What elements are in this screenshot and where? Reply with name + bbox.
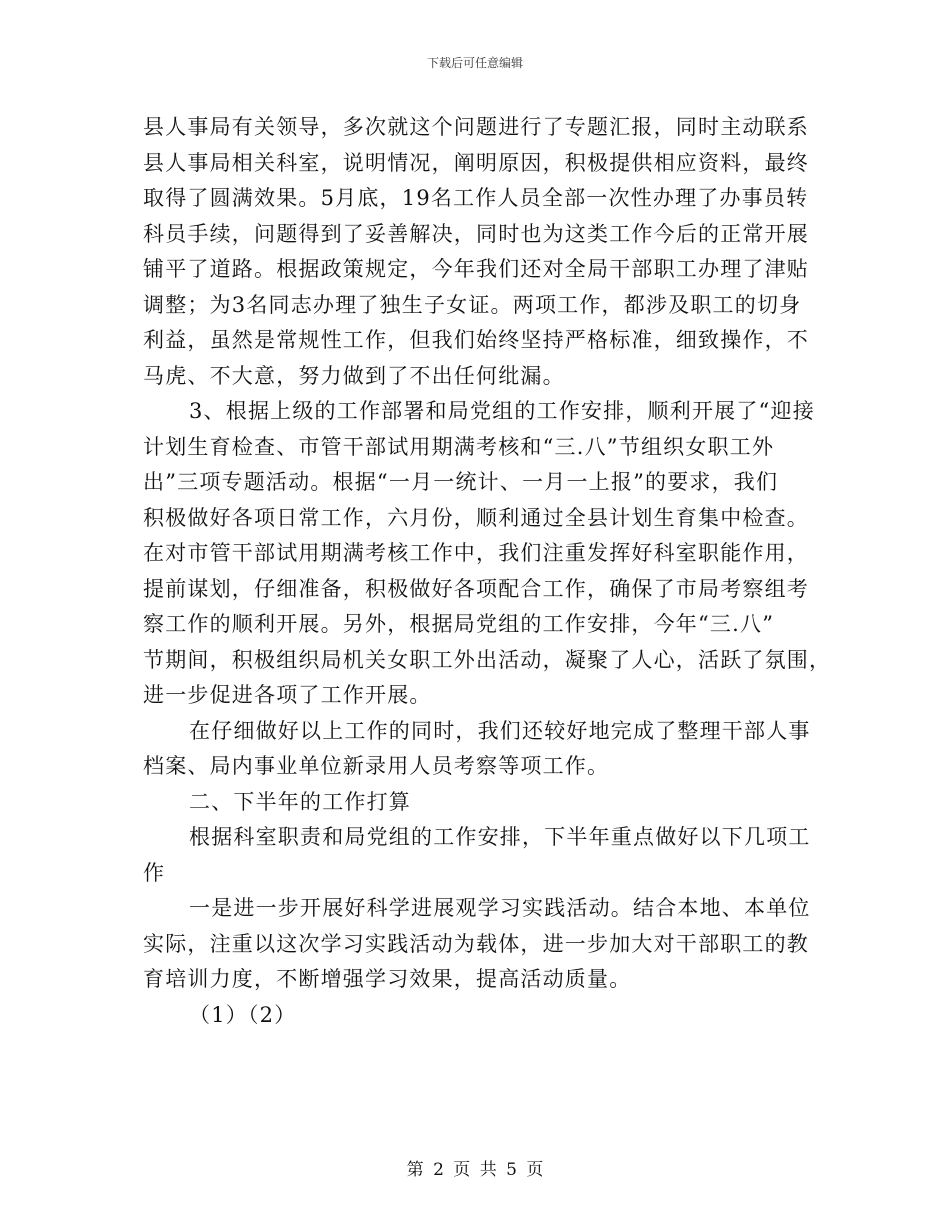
- text-line: 积极做好各项日常工作，六月份，顺利通过全县计划生育集中检查。: [143, 506, 809, 530]
- text-line: 根据科室职责和局党组的工作安排，下半年重点做好以下几项工: [189, 825, 811, 849]
- text-line: 取得了圆满效果。5月底，19名工作人员全部一次性办理了办事员转: [143, 186, 809, 210]
- page-header: 下载后可任意编辑: [426, 56, 523, 70]
- text-line: 察工作的顺利开展。另外，根据局党组的工作安排，今年“三.八”: [143, 612, 775, 636]
- text-line: 科员手续，问题得到了妥善解决，同时也为这类工作今后的正常开展: [143, 222, 809, 246]
- text-line: 计划生育检查、市管干部试用期满考核和“三.八”节组织女职工外: [143, 435, 775, 459]
- text-line: 进一步促进各项了工作开展。: [143, 683, 432, 707]
- page-footer: 第 2 页 共 5 页: [406, 1160, 544, 1180]
- text-line: 铺平了道路。根据政策规定，今年我们还对全局干部职工办理了津贴: [143, 257, 809, 281]
- text-line: 节期间，积极组织局机关女职工外出活动，凝聚了人心，活跃了氛围，: [143, 648, 832, 672]
- text-line: 3、根据上级的工作部署和局党组的工作安排，顺利开展了“迎接: [189, 399, 815, 423]
- text-line: （1）（2）: [189, 1003, 297, 1027]
- text-line: 育培训力度，不断增强学习效果，提高活动质量。: [143, 967, 632, 991]
- text-line: 在对市管干部试用期满考核工作中，我们注重发挥好科室职能作用，: [143, 541, 809, 565]
- text-line: 档案、局内事业单位新录用人员考察等项工作。: [143, 754, 610, 778]
- text-line: 实际，注重以这次学习实践活动为载体，进一步加大对干部职工的教: [143, 932, 809, 956]
- section-heading: 二、下半年的工作打算: [189, 790, 411, 814]
- text-line: 作: [143, 861, 166, 885]
- text-line: 调整；为3名同志办理了独生子女证。两项工作，都涉及职工的切身: [143, 293, 802, 317]
- text-line: 一是进一步开展好科学进展观学习实践活动。结合本地、本单位: [189, 896, 811, 920]
- text-line: 马虎、不大意，努力做到了不出任何纰漏。: [143, 364, 565, 388]
- text-line: 县人事局相关科室，说明情况，阐明原因，积极提供相应资料，最终: [143, 151, 809, 175]
- text-line: 利益，虽然是常规性工作，但我们始终坚持严格标准，细致操作，不: [143, 328, 809, 352]
- text-line: 出”三项专题活动。根据“一月一统计、一月一上报”的要求，我们: [143, 470, 779, 494]
- text-line: 在仔细做好以上工作的同时，我们还较好地完成了整理干部人事: [189, 719, 811, 743]
- text-line: 提前谋划，仔细准备，积极做好各项配合工作，确保了市局考察组考: [143, 577, 809, 601]
- text-line: 县人事局有关领导，多次就这个问题进行了专题汇报，同时主动联系: [143, 115, 809, 139]
